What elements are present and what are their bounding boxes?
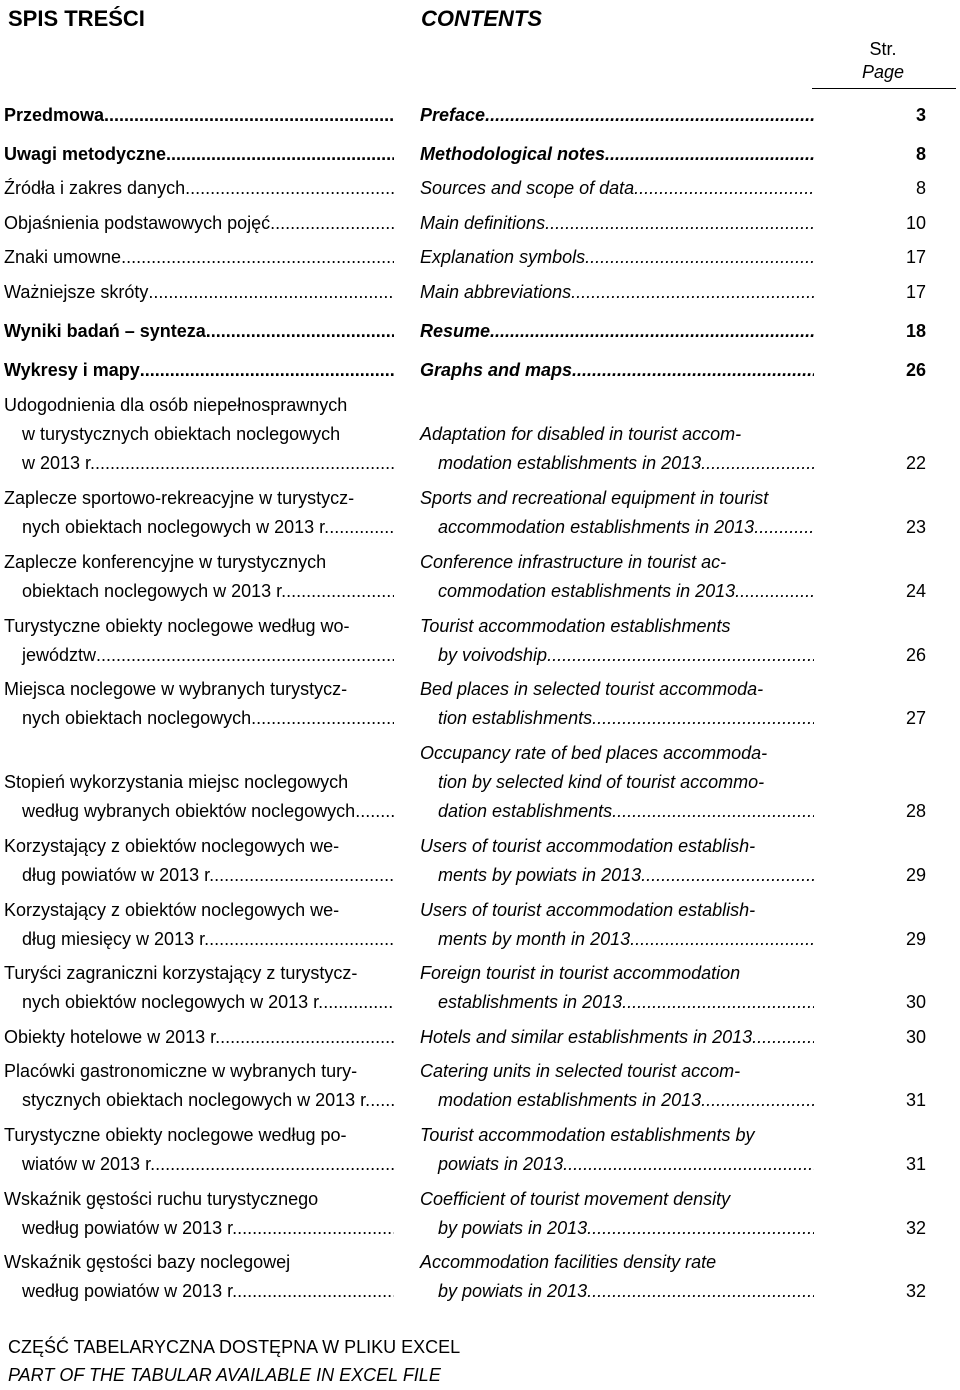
page-number: 17 [905,247,926,267]
entry-en-column [420,896,814,954]
entry-pl-line [4,1023,394,1052]
entry-pl-line [4,356,394,385]
entry-pl-line [4,1086,394,1115]
entry-pl-column [4,675,394,733]
dot-leader [612,797,814,826]
entry-en-line: Tourist accommodation establishments [420,616,731,636]
dot-leader [545,209,814,238]
entry-en-column [420,101,814,130]
entry-en-line: Bed places in selected tourist accommoda- [420,679,764,699]
title-pl: SPIS TREŚCI [8,6,145,31]
page-number: 3 [915,105,926,125]
entry-en-line [420,925,814,954]
entry-pl-column [4,959,394,1017]
entry-en-line [420,704,814,733]
dot-leader [155,1150,394,1179]
entry-pl-line [4,1277,394,1306]
entry-pl-line: Turystyczne obiekty noclegowe według po- [4,1125,347,1145]
entry-en-text: modation establishments in 2013 [438,1090,702,1110]
entry-pl-text: Obiekty hotelowe w 2013 r. [4,1027,221,1047]
entry-en-text: Hotels and similar establishments in 2013 [420,1027,753,1047]
entry-en-line [420,209,814,238]
page-number: 29 [905,865,926,885]
entry-pl-line: Miejsca noclegowe w wybranych turystycz- [4,679,348,699]
entry-en-line: Users of tourist accommodation establish- [420,900,756,920]
entry-pl-text: Wyniki badań – synteza [4,321,206,341]
entry-en-column [420,548,814,606]
entry-en-line: Tourist accommodation establishments by [420,1125,755,1145]
page-number: 23 [905,517,926,537]
entry-en-line [420,1150,814,1179]
entry-pl-column [4,243,394,272]
entry-en-column [420,1023,814,1052]
entry-pl-text: wiatów w 2013 r. [22,1154,156,1174]
entry-en-text: by voivodship [438,645,548,665]
page-number: 29 [905,929,926,949]
entry-pl-line [4,278,394,307]
page-number: 8 [915,178,926,198]
entry-pl-text: według powiatów w 2013 r. [22,1218,238,1238]
header-divider [812,88,956,89]
entry-pl-text: jewództw [22,645,97,665]
dot-leader [370,1086,394,1115]
entry-pl-text: obiektach noclegowych w 2013 r. [22,581,287,601]
entry-pl-line: Zaplecze konferencyjne w turystycznych [4,552,327,572]
entry-pl-column [4,768,394,826]
dot-leader [701,449,814,478]
entry-pl-line [4,317,394,346]
entry-pl-line [4,209,394,238]
entry-en-column [420,140,814,169]
entry-en-column [420,739,814,826]
entry-en-column [420,243,814,272]
entry-en-text: dation establishments [438,801,613,821]
entry-pl-text: Uwagi metodyczne [4,144,167,164]
entry-en-line [420,278,814,307]
entry-en-text: by powiats in 2013 [438,1218,588,1238]
entry-pl-line: Wskaźnik gęstości ruchu turystycznego [4,1189,319,1209]
entry-pl-text: dług miesięcy w 2013 r. [22,929,210,949]
page-number: 32 [905,1281,926,1301]
page-column-label [820,38,946,84]
dot-leader [237,1277,394,1306]
entry-en-column [420,174,814,203]
dot-leader [251,704,394,733]
entry-en-line [420,1277,814,1306]
entry-pl-column [4,174,394,203]
entry-en-line: Catering units in selected tourist accom- [420,1061,741,1081]
dot-leader [630,925,814,954]
page-number: 18 [905,321,926,341]
entry-pl-column [4,278,394,307]
entry-pl-column [4,317,394,346]
entry-pl-line [4,641,394,670]
entry-pl-text: Znaki umowne [4,247,122,267]
entry-en-line [420,577,814,606]
entry-en-line: Sports and recreational equipment in tourist [420,488,769,508]
entry-en-column [420,1248,814,1306]
dot-leader [701,1086,814,1115]
entry-en-text: Resume [420,321,491,341]
entry-en-line [420,641,814,670]
dot-leader [166,140,394,169]
entry-pl-line: Udogodnienia dla osób niepełnosprawnych [4,395,348,415]
entry-pl-text: według wybranych obiektów noclegowych [22,801,356,821]
entry-pl-column [4,1121,394,1179]
entry-en-text: tion establishments [438,708,593,728]
entry-pl-line [4,577,394,606]
entry-en-line: Conference infrastructure in tourist ac- [420,552,727,572]
entry-pl-column [4,356,394,385]
entry-pl-line: Turyści zagraniczni korzystający z turystycz- [4,963,358,983]
dot-leader [209,925,394,954]
entry-pl-line: Wskaźnik gęstości bazy noclegowej [4,1252,291,1272]
dot-leader [735,577,814,606]
entry-en-text: establishments in 2013 [438,992,623,1012]
entry-en-line [420,317,814,346]
entry-pl-column [4,1248,394,1306]
entry-en-text: ments by month in 2013 [438,929,631,949]
entry-en-line [420,1023,814,1052]
entry-en-column [420,1185,814,1243]
entry-pl-column [4,1023,394,1052]
page-number: 30 [905,1027,926,1047]
entry-pl-line: Korzystający z obiektów noclegowych we- [4,900,340,920]
entry-en-text: modation establishments in 2013 [438,453,702,473]
entry-en-line [420,513,814,542]
dot-leader [490,317,814,346]
entry-en-line: Accommodation facilities density rate [420,1252,717,1272]
entry-en-line [420,101,814,130]
entry-en-text: Preface [420,105,486,125]
entry-pl-column [4,209,394,238]
dot-leader [220,1023,394,1052]
dot-leader [563,1150,814,1179]
entry-pl-text: nych obiektów noclegowych w 2013 r. [22,992,324,1012]
dot-leader [286,577,394,606]
page-number: 31 [905,1154,926,1174]
entry-en-text: Methodological notes [420,144,606,164]
entry-pl-line [4,988,394,1017]
dot-leader [571,278,814,307]
dot-leader [206,317,394,346]
entry-en-line: Adaptation for disabled in tourist accom- [420,424,742,444]
entry-en-text: commodation establishments in 2013 [438,581,736,601]
dot-leader [237,1214,394,1243]
entry-en-column [420,832,814,890]
entry-pl-text: dług powiatów w 2013 r. [22,865,215,885]
entry-pl-line [4,861,394,890]
dot-leader [329,513,394,542]
page-number: 28 [905,801,926,821]
entry-pl-text: Objaśnienia podstawowych pojęć [4,213,271,233]
page-number: 32 [905,1218,926,1238]
entry-pl-column [4,484,394,542]
entry-pl-column [4,391,394,478]
entry-en-line [420,1086,814,1115]
entry-en-column [420,1057,814,1115]
entry-pl-line [4,1214,394,1243]
entry-pl-column [4,548,394,606]
entry-pl-line: Stopień wykorzystania miejsc noclegowych [4,772,349,792]
entry-en-text: Explanation symbols [420,247,586,267]
page-number: 10 [905,213,926,233]
dot-leader [752,1023,814,1052]
dot-leader [592,704,814,733]
dot-leader [547,641,814,670]
entry-en-line [420,1214,814,1243]
page-number: 26 [905,645,926,665]
page-label-pl: Str. [869,39,897,59]
entry-pl-line [4,925,394,954]
entry-en-line [420,449,814,478]
entry-pl-line [4,1150,394,1179]
entry-en-line [420,356,814,385]
entry-pl-column [4,896,394,954]
entry-en-text: Main definitions [420,213,546,233]
entry-pl-line [4,140,394,169]
footer-note-en: PART OF THE TABULAR AVAILABLE IN EXCEL FILE [8,1365,441,1385]
entry-pl-line [4,243,394,272]
entry-en-column [420,209,814,238]
entry-pl-line [4,513,394,542]
entry-en-line: Foreign tourist in tourist accommodation [420,963,741,983]
entry-pl-column [4,832,394,890]
entry-pl-line: Korzystający z obiektów noclegowych we- [4,836,340,856]
entry-en-text: Sources and scope of data [420,178,635,198]
entry-en-column [420,612,814,670]
footer-note-pl: CZĘŚĆ TABELARYCZNA DOSTĘPNA W PLIKU EXCEL [8,1337,461,1357]
entry-pl-text: Wykresy i mapy [4,360,140,380]
entry-pl-line [4,449,394,478]
entry-en-line: Users of tourist accommodation establish- [420,836,756,856]
entry-pl-column [4,1057,394,1115]
entry-en-line: Occupancy rate of bed places accommoda- [420,743,768,763]
entry-en-line [420,243,814,272]
entry-pl-text: według powiatów w 2013 r. [22,1281,238,1301]
dot-leader [148,278,394,307]
entry-en-column [420,675,814,733]
page-number: 27 [905,708,926,728]
entry-pl-line [4,797,394,826]
entry-en-line [420,797,814,826]
entry-pl-text: Przedmowa [4,105,105,125]
dot-leader [140,356,394,385]
dot-leader [485,101,814,130]
entry-en-line [420,988,814,1017]
dot-leader [95,449,394,478]
entry-pl-line: Turystyczne obiekty noclegowe według wo- [4,616,350,636]
entry-pl-text: nych obiektach noclegowych [22,708,252,728]
entry-pl-line [4,704,394,733]
entry-en-column [420,959,814,1017]
entry-pl-line: Zaplecze sportowo-rekreacyjne w turystycz- [4,488,355,508]
dot-leader [270,209,394,238]
entry-en-text: accommodation establishments in 2013 [438,517,755,537]
entry-pl-text: Ważniejsze skróty [4,282,149,302]
entry-en-text: by powiats in 2013 [438,1281,588,1301]
dot-leader [585,243,814,272]
page-number: 22 [905,453,926,473]
entry-pl-line: w turystycznych obiektach noclegowych [22,424,341,444]
entry-en-line: tion by selected kind of tourist accommo- [438,772,765,792]
page-number: 17 [905,282,926,302]
page-number: 31 [905,1090,926,1110]
dot-leader [121,243,394,272]
dot-leader [572,356,814,385]
entry-pl-column [4,140,394,169]
dot-leader [587,1277,814,1306]
page-number: 24 [905,581,926,601]
entry-pl-line [4,101,394,130]
entry-en-text: Graphs and maps [420,360,573,380]
entry-pl-column [4,612,394,670]
page-label-en: Page [861,62,905,82]
entry-en-column [420,1121,814,1179]
title-en: CONTENTS [421,6,542,31]
dot-leader [634,174,814,203]
entry-en-column [420,420,814,478]
dot-leader [96,641,394,670]
dot-leader [214,861,394,890]
entry-en-line: Coefficient of tourist movement density [420,1189,731,1209]
entry-en-text: powiats in 2013 [438,1154,564,1174]
entry-pl-column [4,1185,394,1243]
entry-pl-column [4,101,394,130]
dot-leader [754,513,814,542]
page-number: 26 [905,360,926,380]
dot-leader [622,988,814,1017]
dot-leader [355,797,394,826]
entry-pl-text: Źródła i zakres danych [4,178,186,198]
entry-en-text: Main abbreviations [420,282,572,302]
page-number: 30 [905,992,926,1012]
entry-pl-line [4,174,394,203]
entry-pl-line: Placówki gastronomiczne w wybranych tury- [4,1061,358,1081]
dot-leader [641,861,814,890]
dot-leader [104,101,394,130]
entry-en-column [420,317,814,346]
entry-en-line [420,140,814,169]
page-number: 8 [915,144,926,164]
dot-leader [605,140,814,169]
entry-pl-text: nych obiektach noclegowych w 2013 r. [22,517,330,537]
entry-en-column [420,356,814,385]
entry-en-column [420,484,814,542]
entry-en-line [420,861,814,890]
entry-en-text: ments by powiats in 2013 [438,865,642,885]
dot-leader [185,174,394,203]
entry-en-column [420,278,814,307]
entry-pl-text: w 2013 r. [22,453,96,473]
entry-en-line [420,174,814,203]
entry-pl-text: stycznych obiektach noclegowych w 2013 r. [22,1090,371,1110]
dot-leader [587,1214,814,1243]
dot-leader [323,988,394,1017]
